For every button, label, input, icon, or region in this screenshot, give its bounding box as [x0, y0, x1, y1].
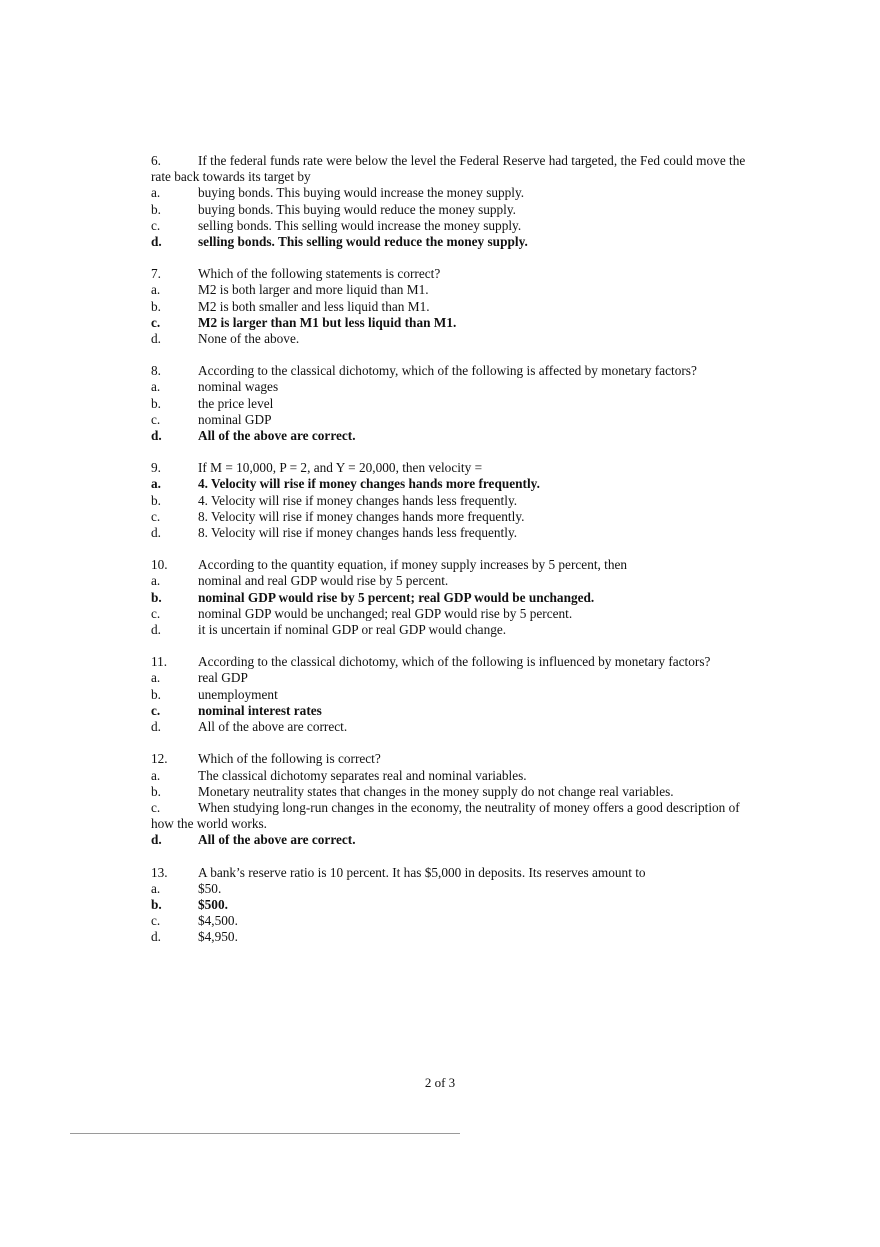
- question-number: 11.: [151, 654, 168, 670]
- question-12: [151, 751, 751, 848]
- answer-option: [151, 315, 751, 331]
- answer-option: [151, 396, 751, 412]
- answer-option: [151, 412, 751, 428]
- option-letter: c.: [151, 799, 161, 815]
- option-letter: a.: [151, 379, 161, 395]
- question-text: According to the classical dichotomy, which of the following is affected by monetary factors?: [198, 363, 697, 379]
- option-letter: a.: [151, 476, 161, 492]
- option-letter: b.: [151, 686, 161, 702]
- page-number: 2 of 3: [424, 1075, 456, 1090]
- option-letter: d.: [151, 331, 161, 347]
- answer-option: [151, 929, 751, 945]
- option-letter: d.: [151, 234, 162, 250]
- option-letter: b.: [151, 298, 161, 314]
- question-10: [151, 557, 751, 638]
- answer-option: [151, 800, 751, 832]
- answer-option: [151, 606, 751, 622]
- option-text: 4. Velocity will rise if money changes hands less frequently.: [198, 492, 518, 508]
- question-text: A bank’s reserve ratio is 10 percent. It has $5,000 in deposits. Its reserves amount to: [198, 864, 646, 880]
- option-letter: a.: [151, 573, 161, 589]
- option-text: M2 is larger than M1 but less liquid than M1.: [198, 314, 457, 330]
- option-letter: d.: [151, 622, 161, 638]
- answer-option: [151, 202, 751, 218]
- answer-option: [151, 282, 751, 298]
- option-letter: a.: [151, 880, 161, 896]
- option-text: it is uncertain if nominal GDP or real GDP would change.: [198, 622, 507, 638]
- question-text: If the federal funds rate were below the level the Federal Reserve had targeted, the Fed could move the rate back towards its target by: [151, 153, 746, 185]
- option-text: All of the above are correct.: [198, 719, 348, 735]
- answer-option: [151, 573, 751, 589]
- option-text: 8. Velocity will rise if money changes hands less frequently.: [198, 525, 518, 541]
- footer-divider: [70, 1133, 460, 1134]
- option-letter: d.: [151, 929, 161, 945]
- option-text: nominal GDP would be unchanged; real GDP would rise by 5 percent.: [198, 605, 573, 621]
- option-letter: a.: [151, 282, 161, 298]
- option-text: nominal GDP would rise by 5 percent; real GDP would be unchanged.: [198, 589, 595, 605]
- answer-option: [151, 881, 751, 897]
- answer-option: [151, 768, 751, 784]
- option-text: nominal interest rates: [198, 702, 322, 718]
- answer-option: [151, 525, 751, 541]
- option-text: M2 is both larger and more liquid than M1.: [198, 282, 429, 298]
- option-letter: a.: [151, 670, 161, 686]
- option-text: None of the above.: [198, 331, 300, 347]
- question-7: [151, 266, 751, 347]
- option-letter: a.: [151, 767, 161, 783]
- answer-option: [151, 897, 751, 913]
- answer-option: [151, 687, 751, 703]
- question-number: 12.: [151, 751, 168, 767]
- question-text: Which of the following statements is correct?: [198, 266, 441, 282]
- question-stem: [151, 153, 751, 185]
- option-text: Monetary neutrality states that changes in the money supply do not change real variables.: [198, 783, 674, 799]
- question-stem: [151, 363, 751, 379]
- question-6: [151, 153, 751, 250]
- option-text: The classical dichotomy separates real and nominal variables.: [198, 767, 527, 783]
- question-text: Which of the following is correct?: [198, 751, 381, 767]
- option-text: selling bonds. This selling would reduce the money supply.: [198, 234, 528, 250]
- answer-option: [151, 299, 751, 315]
- answer-option: [151, 590, 751, 606]
- answer-option: [151, 509, 751, 525]
- answer-option: [151, 670, 751, 686]
- option-text: When studying long-run changes in the economy, the neutrality of money offers a good description of how the world works.: [151, 799, 740, 832]
- option-letter: a.: [151, 185, 161, 201]
- option-text: $50.: [198, 880, 222, 896]
- answer-option: [151, 719, 751, 735]
- answer-option: [151, 331, 751, 347]
- option-letter: c.: [151, 314, 161, 330]
- option-text: unemployment: [198, 686, 278, 702]
- option-text: 4. Velocity will rise if money changes hands more frequently.: [198, 476, 540, 492]
- option-letter: d.: [151, 525, 161, 541]
- answer-option: [151, 832, 751, 848]
- answer-option: [151, 622, 751, 638]
- option-text: the price level: [198, 395, 274, 411]
- question-9: [151, 460, 751, 541]
- question-text: According to the quantity equation, if money supply increases by 5 percent, then: [198, 557, 628, 573]
- option-text: All of the above are correct.: [198, 428, 356, 444]
- question-list: [151, 153, 751, 962]
- option-text: buying bonds. This buying would increase the money supply.: [198, 185, 525, 201]
- question-text: If M = 10,000, P = 2, and Y = 20,000, then velocity =: [198, 460, 483, 476]
- option-letter: b.: [151, 589, 162, 605]
- question-number: 13.: [151, 864, 168, 880]
- option-text: nominal and real GDP would rise by 5 percent.: [198, 573, 449, 589]
- option-letter: b.: [151, 783, 161, 799]
- option-letter: b.: [151, 201, 161, 217]
- question-13: [151, 865, 751, 946]
- answer-option: [151, 428, 751, 444]
- answer-option: [151, 234, 751, 250]
- option-letter: c.: [151, 702, 161, 718]
- answer-option: [151, 493, 751, 509]
- answer-option: [151, 703, 751, 719]
- question-number: 9.: [151, 460, 161, 476]
- answer-option: [151, 913, 751, 929]
- question-11: [151, 654, 751, 735]
- option-letter: d.: [151, 428, 162, 444]
- question-stem: [151, 460, 751, 476]
- option-text: nominal GDP: [198, 411, 272, 427]
- answer-option: [151, 185, 751, 201]
- question-text: According to the classical dichotomy, which of the following is influenced by monetary factors?: [198, 654, 711, 670]
- option-text: selling bonds. This selling would increase the money supply.: [198, 217, 522, 233]
- question-number: 8.: [151, 363, 161, 379]
- question-stem: [151, 266, 751, 282]
- option-text: 8. Velocity will rise if money changes hands more frequently.: [198, 508, 525, 524]
- question-stem: [151, 751, 751, 767]
- option-text: $4,500.: [198, 913, 238, 929]
- answer-option: [151, 218, 751, 234]
- option-letter: c.: [151, 411, 161, 427]
- question-number: 6.: [151, 153, 161, 168]
- option-letter: b.: [151, 896, 162, 912]
- question-stem: [151, 865, 751, 881]
- question-number: 7.: [151, 266, 161, 282]
- option-text: buying bonds. This buying would reduce the money supply.: [198, 201, 516, 217]
- answer-option: [151, 784, 751, 800]
- option-letter: b.: [151, 492, 161, 508]
- option-letter: c.: [151, 605, 161, 621]
- question-stem: [151, 557, 751, 573]
- option-text: nominal wages: [198, 379, 279, 395]
- question-stem: [151, 654, 751, 670]
- option-letter: b.: [151, 395, 161, 411]
- question-number: 10.: [151, 557, 168, 573]
- answer-option: [151, 379, 751, 395]
- option-letter: c.: [151, 913, 161, 929]
- option-letter: d.: [151, 719, 161, 735]
- question-8: [151, 363, 751, 444]
- option-letter: c.: [151, 508, 161, 524]
- option-text: $500.: [198, 896, 228, 912]
- option-text: real GDP: [198, 670, 248, 686]
- option-text: M2 is both smaller and less liquid than M1.: [198, 298, 430, 314]
- answer-option: [151, 476, 751, 492]
- option-text: All of the above are correct.: [198, 832, 356, 848]
- option-letter: c.: [151, 217, 161, 233]
- option-text: $4,950.: [198, 929, 238, 945]
- option-letter: d.: [151, 832, 162, 848]
